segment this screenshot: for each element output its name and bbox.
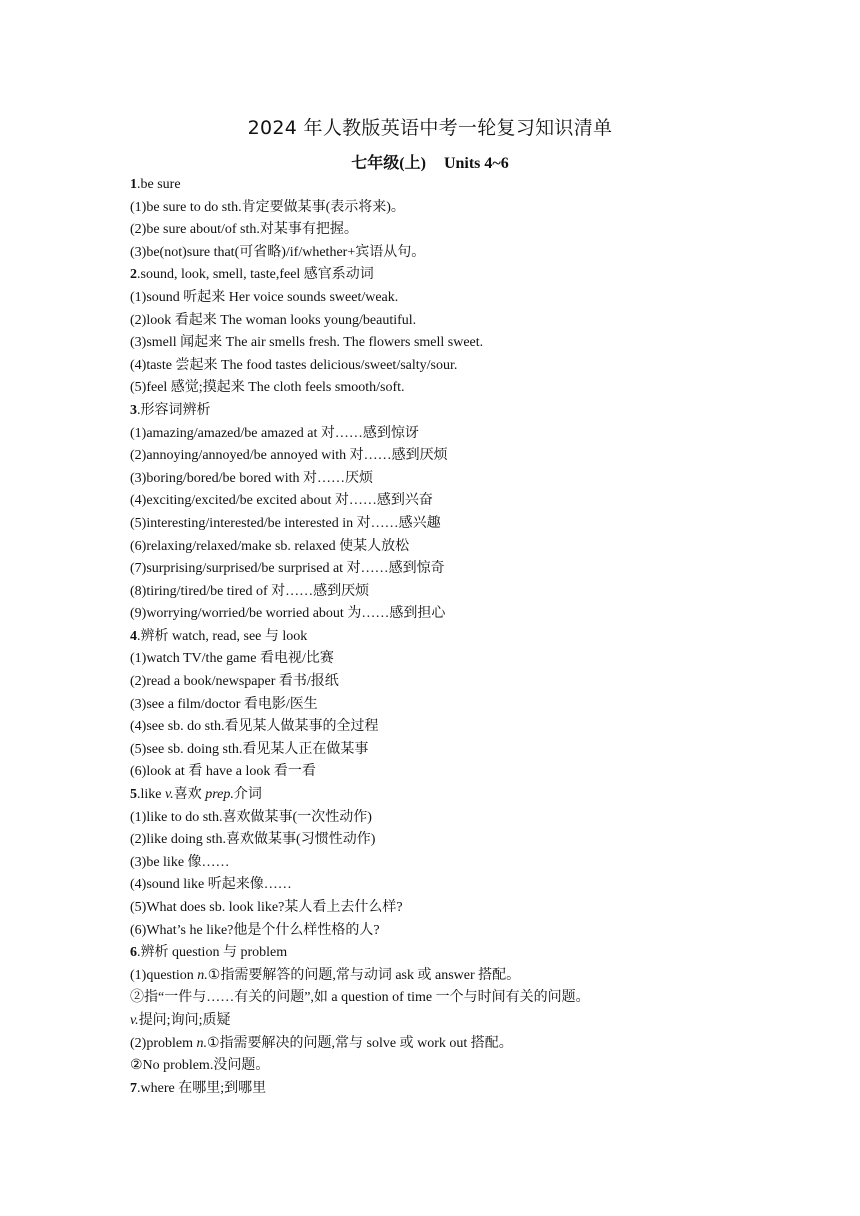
list-item (130, 377, 770, 400)
grade-label: 七年级(上) (351, 155, 426, 172)
list-item (130, 468, 770, 491)
line-text: (7)surprising/surprised/be surprised at 对……感到惊奇 (130, 561, 445, 577)
list-item (130, 761, 770, 784)
line-text: (4)exciting/excited/be excited about 对……感到兴奋 (130, 493, 433, 509)
list-item (130, 332, 770, 355)
list-item (130, 829, 770, 852)
line-text: (3)be(not)sure that(可省略)/if/whether+宾语从句。 (130, 244, 426, 260)
list-item (130, 739, 770, 762)
line-text: v.提问;询问;质疑 (130, 1012, 231, 1028)
list-item (130, 581, 770, 604)
line-text: ②No problem.没问题。 (130, 1058, 270, 1074)
line-text: (4)sound like 听起来像…… (130, 877, 292, 893)
line-text: .辨析 question 与 problem (137, 945, 288, 961)
line-text: (1)like to do sth.喜欢做某事(一次性动作) (130, 809, 372, 825)
line-text: ②指“一件与……有关的问题”,如 a question of time 一个与时间有关的问题。 (130, 990, 590, 1006)
line-text: .be sure (137, 177, 181, 192)
line-text: (1)be sure to do sth.肯定要做某事(表示将来)。 (130, 199, 405, 215)
list-item (130, 219, 770, 242)
knowledge-list (130, 174, 770, 1100)
section-heading (130, 942, 770, 965)
list-item (130, 965, 770, 988)
line-text: (6)What’s he like?他是个什么样性格的人? (130, 922, 380, 938)
line-text: (6)look at 看 have a look 看一看 (130, 764, 316, 780)
section-number: 6 (130, 945, 137, 961)
line-text: (3)boring/bored/be bored with 对……厌烦 (130, 470, 374, 486)
list-item (130, 1055, 770, 1078)
line-text: (2)annoying/annoyed/be annoyed with 对……感到厌烦 (130, 448, 448, 464)
page-title: 2024 年人教版英语中考一轮复习知识清单 (247, 117, 613, 139)
list-item (130, 287, 770, 310)
list-item (130, 558, 770, 581)
line-text: (4)taste 尝起来 The food tastes delicious/sweet/salty/sour. (130, 357, 458, 373)
line-text: (3)smell 闻起来 The air smells fresh. The flowers smell sweet. (130, 335, 484, 351)
line-text: .sound, look, smell, taste,feel 感官系动词 (137, 267, 374, 283)
list-item (130, 242, 770, 265)
section-number: 4 (130, 628, 137, 644)
section-number: 5 (130, 787, 137, 803)
list-item (130, 694, 770, 717)
line-text: .辨析 watch, read, see 与 look (137, 628, 308, 644)
units-label: Units 4~6 (443, 155, 509, 172)
section-number: 7 (130, 1080, 137, 1096)
list-item (130, 648, 770, 671)
line-text: (2)read a book/newspaper 看书/报纸 (130, 674, 339, 690)
line-text: (8)tiring/tired/be tired of 对……感到厌烦 (130, 583, 370, 599)
line-text: (3)be like 像…… (130, 854, 230, 870)
line-text: (5)interesting/interested/be interested in 对……感兴趣 (130, 515, 441, 531)
section-heading (130, 400, 770, 423)
line-text: (2)problem n.①指需要解决的问题,常与 solve 或 work out 搭配。 (130, 1035, 513, 1051)
line-text: (3)see a film/doctor 看电影/医生 (130, 696, 318, 712)
list-item (130, 852, 770, 875)
list-item (130, 671, 770, 694)
line-text: (5)What does sb. look like?某人看上去什么样? (130, 900, 403, 915)
line-text: (9)worrying/worried/be worried about 为……感到担心 (130, 606, 446, 622)
line-text: (2)like doing sth.喜欢做某事(习惯性动作) (130, 832, 376, 848)
list-item (130, 1010, 770, 1033)
page-subtitle (0, 150, 860, 173)
list-item (130, 897, 770, 920)
list-item (130, 423, 770, 446)
list-item (130, 716, 770, 739)
list-item (130, 490, 770, 513)
line-text: (5)feel 感觉;摸起来 The cloth feels smooth/soft. (130, 380, 405, 396)
list-item (130, 1033, 770, 1056)
list-item (130, 807, 770, 830)
line-text: (2)be sure about/of sth.对某事有把握。 (130, 222, 358, 238)
list-item (130, 355, 770, 378)
section-heading (130, 264, 770, 287)
line-text: (1)watch TV/the game 看电视/比赛 (130, 651, 334, 667)
line-text: (6)relaxing/relaxed/make sb. relaxed 使某人放松 (130, 538, 410, 554)
line-text: .like v.喜欢 prep.介词 (137, 787, 262, 803)
section-number: 2 (130, 267, 137, 283)
list-item (130, 197, 770, 220)
list-item (130, 874, 770, 897)
line-text: (5)see sb. doing sth.看见某人正在做某事 (130, 741, 369, 757)
section-number: 3 (130, 402, 137, 418)
line-text: (1)sound 听起来 Her voice sounds sweet/weak. (130, 289, 399, 305)
list-item (130, 987, 770, 1010)
list-item (130, 310, 770, 333)
line-text: .where 在哪里;到哪里 (137, 1080, 267, 1096)
section-heading (130, 174, 770, 197)
line-text: .形容词辨析 (137, 402, 211, 418)
section-number: 1 (130, 177, 137, 192)
section-heading (130, 626, 770, 649)
list-item (130, 920, 770, 943)
section-heading (130, 784, 770, 807)
list-item (130, 603, 770, 626)
line-text: (1)question n.①指需要解答的问题,常与动词 ask 或 answer 搭配。 (130, 967, 521, 983)
line-text: (4)see sb. do sth.看见某人做某事的全过程 (130, 719, 379, 735)
section-heading (130, 1078, 770, 1101)
list-item (130, 536, 770, 559)
list-item (130, 513, 770, 536)
line-text: (1)amazing/amazed/be amazed at 对……感到惊讶 (130, 425, 419, 441)
line-text: (2)look 看起来 The woman looks young/beautiful. (130, 312, 417, 328)
list-item (130, 445, 770, 468)
